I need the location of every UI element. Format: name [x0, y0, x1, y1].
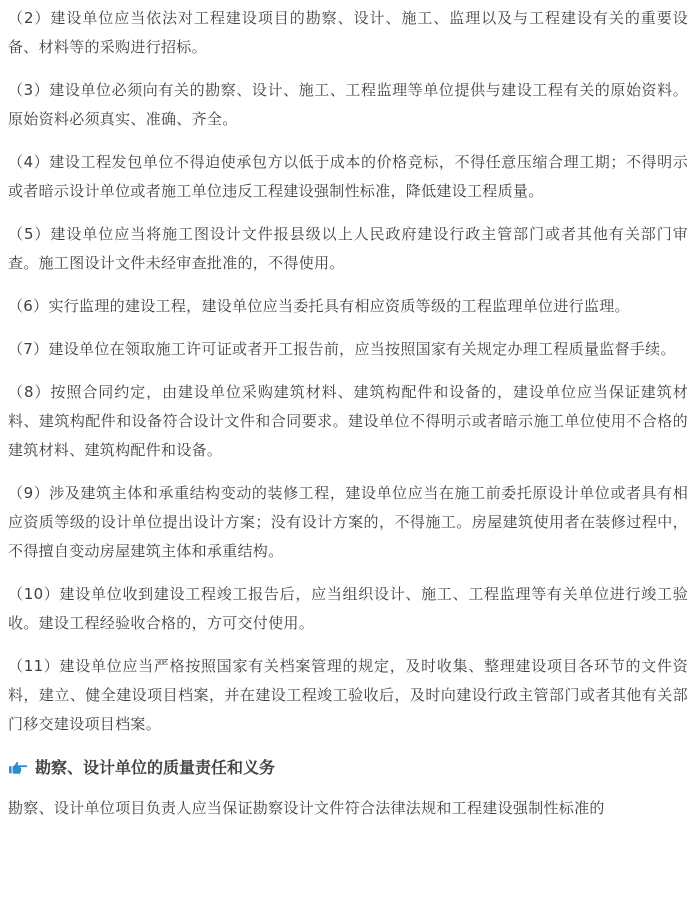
paragraph-7: （7）建设单位在领取施工许可证或者开工报告前，应当按照国家有关规定办理工程质量监督手续。 — [8, 340, 676, 358]
section-heading — [8, 753, 688, 782]
paragraph-last: 勘察、设计单位项目负责人应当保证勘察设计文件符合法律法规和工程建设强制性标准的 — [8, 799, 605, 817]
paragraph-8: （8）按照合同约定，由建设单位采购建筑材料、建筑构配件和设备的，建设单位应当保证建筑材料、建筑构配件和设备符合设计文件和合同要求。建设单位不得明示或者暗示施工单位使用不合格的建筑材料、建筑构配件和设备。 — [8, 383, 688, 459]
paragraph-11: （11）建设单位应当严格按照国家有关档案管理的规定，及时收集、整理建设项目各环节的文件资料，建立、健全建设项目档案，并在建设工程竣工验收后，及时向建设行政主管部门或者其他有关部门移交建设项目档案。 — [8, 657, 688, 733]
paragraph-10: （10）建设单位收到建设工程竣工报告后，应当组织设计、施工、工程监理等有关单位进行竣工验收。建设工程经验收合格的，方可交付使用。 — [8, 585, 688, 632]
paragraph-3: （3）建设单位必须向有关的勘察、设计、施工、工程监理等单位提供与建设工程有关的原始资料。原始资料必须真实、准确、齐全。 — [8, 81, 688, 128]
paragraph-6: （6）实行监理的建设工程，建设单位应当委托具有相应资质等级的工程监理单位进行监理。 — [8, 297, 630, 315]
article-body — [8, 0, 688, 823]
pointing-hand-icon — [8, 761, 28, 775]
paragraph-9: （9）涉及建筑主体和承重结构变动的装修工程，建设单位应当在施工前委托原设计单位或者具有相应资质等级的设计单位提出设计方案；没有设计方案的，不得施工。房屋建筑使用者在装修过程中，不得擅自变动房屋建筑主体和承重结构。 — [8, 484, 688, 560]
paragraph-4: （4）建设工程发包单位不得迫使承包方以低于成本的价格竞标，不得任意压缩合理工期；不得明示或者暗示设计单位或者施工单位违反工程建设强制性标准，降低建设工程质量。 — [8, 153, 688, 200]
paragraph-2: （2）建设单位应当依法对工程建设项目的勘察、设计、施工、监理以及与工程建设有关的重要设备、材料等的采购进行招标。 — [8, 9, 688, 56]
paragraph-5: （5）建设单位应当将施工图设计文件报县级以上人民政府建设行政主管部门或者其他有关部门审查。施工图设计文件未经审查批准的，不得使用。 — [8, 225, 688, 272]
section-heading-text: 勘察、设计单位的质量责任和义务 — [35, 758, 276, 777]
